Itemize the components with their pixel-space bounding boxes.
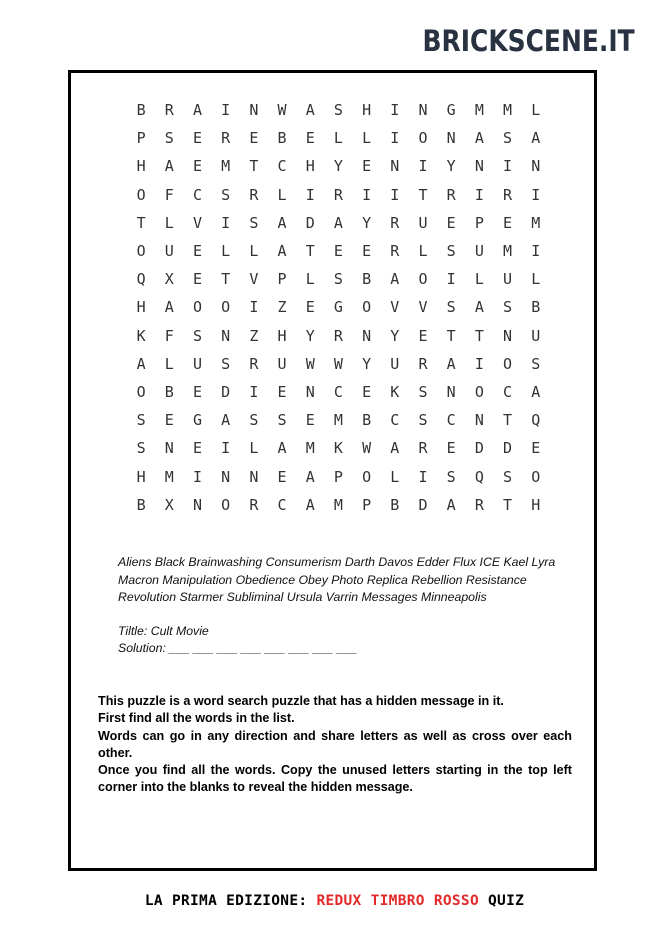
grid-row [127, 378, 550, 406]
grid-letter: B [136, 495, 146, 514]
grid-letter: F [164, 185, 174, 204]
grid-row [127, 434, 550, 462]
grid-letter: S [221, 185, 231, 204]
grid-letter: A [390, 439, 400, 458]
footer-part-3: QUIZ [478, 893, 525, 909]
word-list-line: Macron Manipulation Obedience Obey Photo Replica Rebellion Resistance [118, 572, 527, 587]
grid-letter: E [333, 242, 343, 261]
grid-letter: K [390, 382, 400, 401]
grid-letter: D [474, 439, 484, 458]
grid-letter: O [362, 298, 372, 317]
grid-letter: N [474, 157, 484, 176]
grid-row [127, 350, 550, 378]
grid-letter: A [531, 382, 541, 401]
grid-letter: E [277, 382, 287, 401]
grid-letter: H [136, 467, 146, 486]
grid-letter: H [305, 157, 315, 176]
grid-letter: C [390, 411, 400, 430]
grid-letter: T [249, 157, 259, 176]
grid-letter: Y [305, 326, 315, 345]
grid-letter: E [503, 213, 513, 232]
grid-letter: H [531, 495, 541, 514]
grid-letter: S [136, 439, 146, 458]
grid-letter: P [362, 495, 372, 514]
grid-letter: S [418, 382, 428, 401]
grid-letter: N [221, 467, 231, 486]
grid-letter: N [249, 101, 259, 120]
grid-letter: L [164, 213, 174, 232]
grid-letter: I [503, 157, 513, 176]
grid-letter: Z [249, 326, 259, 345]
grid-letter: L [531, 270, 541, 289]
grid-letter: E [249, 129, 259, 148]
grid-letter: G [192, 411, 202, 430]
grid-letter: U [164, 242, 174, 261]
grid-letter: L [305, 270, 315, 289]
grid-letter: B [390, 495, 400, 514]
grid-letter: A [192, 101, 202, 120]
grid-row [127, 265, 550, 293]
grid-letter: I [418, 157, 428, 176]
grid-letter: U [277, 354, 287, 373]
grid-letter: B [164, 382, 174, 401]
grid-letter: W [333, 354, 343, 373]
grid-letter: E [192, 129, 202, 148]
grid-letter: V [249, 270, 259, 289]
grid-letter: H [136, 298, 146, 317]
grid-letter: R [446, 185, 456, 204]
grid-letter: Q [136, 270, 146, 289]
grid-letter: O [136, 185, 146, 204]
grid-letter: Y [446, 157, 456, 176]
grid-letter: N [390, 157, 400, 176]
grid-letter: W [305, 354, 315, 373]
grid-letter: D [503, 439, 513, 458]
grid-letter: M [503, 101, 513, 120]
grid-letter: M [333, 495, 343, 514]
grid-letter: O [192, 298, 202, 317]
grid-letter: N [192, 495, 202, 514]
grid-letter: R [249, 495, 259, 514]
grid-letter: M [333, 411, 343, 430]
grid-letter: I [192, 467, 202, 486]
grid-letter: L [531, 101, 541, 120]
grid-letter: U [192, 354, 202, 373]
grid-letter: N [221, 326, 231, 345]
grid-letter: D [418, 495, 428, 514]
grid-letter: B [362, 411, 372, 430]
grid-letter: N [503, 326, 513, 345]
grid-letter: I [418, 467, 428, 486]
grid-letter: Y [362, 213, 372, 232]
grid-letter: L [249, 242, 259, 261]
grid-letter: Q [531, 411, 541, 430]
grid-letter: S [446, 467, 456, 486]
grid-row [127, 209, 550, 237]
grid-letter: I [221, 439, 231, 458]
word-search-grid [127, 96, 550, 519]
grid-letter: M [221, 157, 231, 176]
grid-letter: L [390, 467, 400, 486]
grid-letter: I [390, 129, 400, 148]
grid-letter: A [277, 439, 287, 458]
grid-letter: U [418, 213, 428, 232]
grid-letter: E [531, 439, 541, 458]
grid-letter: H [362, 101, 372, 120]
instructions [98, 693, 572, 797]
grid-letter: A [221, 411, 231, 430]
grid-letter: R [164, 101, 174, 120]
grid-letter: M [164, 467, 174, 486]
grid-letter: C [503, 382, 513, 401]
grid-letter: E [418, 326, 428, 345]
grid-letter: I [221, 213, 231, 232]
grid-letter: N [305, 382, 315, 401]
grid-letter: A [474, 298, 484, 317]
grid-letter: A [305, 101, 315, 120]
grid-letter: E [164, 411, 174, 430]
grid-letter: V [192, 213, 202, 232]
grid-letter: M [503, 242, 513, 261]
grid-letter: I [305, 185, 315, 204]
footer-part-2: REDUX TIMBRO ROSSO [316, 893, 479, 909]
grid-letter: S [503, 467, 513, 486]
grid-row [127, 406, 550, 434]
grid-letter: C [277, 495, 287, 514]
grid-letter: G [446, 101, 456, 120]
grid-letter: A [136, 354, 146, 373]
grid-letter: T [305, 242, 315, 261]
grid-row [127, 96, 550, 124]
grid-letter: X [164, 270, 174, 289]
grid-letter: N [531, 157, 541, 176]
grid-letter: Y [390, 326, 400, 345]
grid-letter: O [221, 298, 231, 317]
footer-part-1: LA PRIMA EDIZIONE: [144, 893, 317, 909]
grid-letter: E [192, 270, 202, 289]
grid-letter: S [277, 411, 287, 430]
grid-letter: D [305, 213, 315, 232]
grid-letter: R [249, 185, 259, 204]
grid-letter: S [333, 270, 343, 289]
grid-letter: I [474, 185, 484, 204]
grid-letter: R [221, 129, 231, 148]
grid-letter: T [136, 213, 146, 232]
grid-letter: C [333, 382, 343, 401]
grid-letter: A [390, 270, 400, 289]
grid-letter: R [390, 242, 400, 261]
grid-letter: O [221, 495, 231, 514]
word-list-line: Revolution Starmer Subliminal Ursula Varrin Messages Minneapolis [118, 590, 487, 604]
instruction-line: First find all the words in the list. [98, 711, 295, 726]
grid-row [127, 181, 550, 209]
grid-letter: E [277, 467, 287, 486]
grid-letter: I [531, 242, 541, 261]
grid-letter: A [277, 242, 287, 261]
grid-letter: O [418, 129, 428, 148]
grid-letter: S [446, 242, 456, 261]
word-list-line: Aliens Black Brainwashing Consumerism Darth Davos Edder Flux ICE Kael Lyra [118, 555, 556, 569]
grid-letter: L [474, 270, 484, 289]
grid-letter: O [136, 242, 146, 261]
grid-letter: M [305, 439, 315, 458]
grid-row [127, 322, 550, 350]
grid-letter: R [249, 354, 259, 373]
grid-letter: S [418, 411, 428, 430]
grid-letter: L [221, 242, 231, 261]
grid-letter: U [531, 326, 541, 345]
grid-letter: O [418, 270, 428, 289]
grid-letter: W [277, 101, 287, 120]
grid-letter: L [277, 185, 287, 204]
brand-logo: BRICKSCENE.IT [422, 24, 635, 58]
grid-letter: O [531, 467, 541, 486]
grid-letter: K [136, 326, 146, 345]
solution-blanks: Solution: ___ ___ ___ ___ ___ ___ ___ ___ [118, 641, 358, 655]
grid-letter: E [305, 129, 315, 148]
grid-letter: A [446, 354, 456, 373]
grid-letter: M [531, 213, 541, 232]
grid-letter: T [503, 495, 513, 514]
grid-letter: A [333, 213, 343, 232]
grid-letter: S [249, 213, 259, 232]
grid-letter: C [446, 411, 456, 430]
instruction-line: Once you find all the words. Copy the unused letters starting in the top left corner into the blanks to reveal the hidden message. [98, 763, 572, 795]
grid-letter: E [192, 242, 202, 261]
grid-letter: T [474, 326, 484, 345]
grid-letter: I [362, 185, 372, 204]
grid-letter: A [474, 129, 484, 148]
grid-letter: R [474, 495, 484, 514]
grid-letter: O [136, 382, 146, 401]
grid-letter: R [418, 354, 428, 373]
grid-letter: T [446, 326, 456, 345]
puzzle-title: Tiltle: Cult Movie [118, 624, 209, 638]
grid-letter: N [446, 382, 456, 401]
grid-letter: S [446, 298, 456, 317]
grid-letter: A [305, 467, 315, 486]
grid-letter: A [164, 298, 174, 317]
grid-letter: K [333, 439, 343, 458]
grid-letter: H [136, 157, 146, 176]
grid-letter: N [474, 411, 484, 430]
grid-letter: T [221, 270, 231, 289]
grid-letter: P [136, 129, 146, 148]
grid-letter: P [277, 270, 287, 289]
grid-letter: L [333, 129, 343, 148]
grid-letter: R [418, 439, 428, 458]
grid-letter: O [362, 467, 372, 486]
grid-row [127, 237, 550, 265]
grid-letter: Y [362, 354, 372, 373]
grid-letter: G [333, 298, 343, 317]
grid-letter: B [362, 270, 372, 289]
grid-letter: T [503, 411, 513, 430]
word-list [118, 554, 558, 607]
grid-letter: B [277, 129, 287, 148]
grid-letter: A [164, 157, 174, 176]
grid-letter: Q [474, 467, 484, 486]
grid-letter: L [164, 354, 174, 373]
grid-letter: M [474, 101, 484, 120]
instruction-line: This puzzle is a word search puzzle that has a hidden message in it. [98, 694, 504, 708]
grid-letter: B [531, 298, 541, 317]
grid-letter: E [362, 382, 372, 401]
grid-letter: I [390, 185, 400, 204]
grid-letter: W [362, 439, 372, 458]
grid-row [127, 491, 550, 519]
grid-letter: A [305, 495, 315, 514]
grid-letter: P [474, 213, 484, 232]
grid-letter: N [446, 129, 456, 148]
footer-title [0, 893, 669, 909]
grid-letter: S [503, 129, 513, 148]
grid-letter: H [277, 326, 287, 345]
grid-letter: E [446, 213, 456, 232]
grid-row [127, 124, 550, 152]
grid-letter: A [446, 495, 456, 514]
grid-letter: I [249, 382, 259, 401]
grid-letter: A [531, 129, 541, 148]
grid-letter: U [474, 242, 484, 261]
grid-letter: F [164, 326, 174, 345]
grid-letter: S [333, 101, 343, 120]
grid-letter: B [136, 101, 146, 120]
grid-letter: E [446, 439, 456, 458]
grid-letter: E [305, 298, 315, 317]
grid-letter: I [474, 354, 484, 373]
grid-letter: X [164, 495, 174, 514]
grid-letter: S [249, 411, 259, 430]
grid-letter: Y [333, 157, 343, 176]
grid-letter: S [136, 411, 146, 430]
grid-letter: S [531, 354, 541, 373]
grid-letter: O [474, 382, 484, 401]
grid-letter: A [277, 213, 287, 232]
grid-letter: R [390, 213, 400, 232]
grid-letter: I [221, 101, 231, 120]
grid-letter: S [192, 326, 202, 345]
grid-row [127, 293, 550, 321]
grid-letter: P [333, 467, 343, 486]
grid-letter: C [277, 157, 287, 176]
grid-letter: L [249, 439, 259, 458]
grid-letter: N [418, 101, 428, 120]
grid-letter: E [192, 382, 202, 401]
grid-letter: S [164, 129, 174, 148]
grid-letter: N [249, 467, 259, 486]
grid-letter: V [418, 298, 428, 317]
grid-letter: C [192, 185, 202, 204]
grid-letter: L [362, 129, 372, 148]
grid-letter: E [192, 439, 202, 458]
grid-letter: T [418, 185, 428, 204]
grid-letter: U [503, 270, 513, 289]
grid-letter: U [390, 354, 400, 373]
grid-letter: R [503, 185, 513, 204]
grid-letter: I [446, 270, 456, 289]
grid-row [127, 462, 550, 490]
grid-letter: R [333, 185, 343, 204]
grid-letter: R [333, 326, 343, 345]
grid-letter: I [531, 185, 541, 204]
grid-letter: N [164, 439, 174, 458]
grid-letter: O [503, 354, 513, 373]
grid-letter: E [362, 157, 372, 176]
grid-letter: L [418, 242, 428, 261]
grid-letter: E [305, 411, 315, 430]
grid-letter: D [221, 382, 231, 401]
grid-letter: S [503, 298, 513, 317]
grid-letter: I [390, 101, 400, 120]
grid-letter: V [390, 298, 400, 317]
grid-letter: I [249, 298, 259, 317]
grid-letter: E [192, 157, 202, 176]
grid-letter: E [362, 242, 372, 261]
grid-letter: S [221, 354, 231, 373]
grid-row [127, 152, 550, 180]
grid-letter: N [362, 326, 372, 345]
grid-letter: Z [277, 298, 287, 317]
instruction-line: Words can go in any direction and share letters as well as cross over each other. [98, 728, 572, 760]
